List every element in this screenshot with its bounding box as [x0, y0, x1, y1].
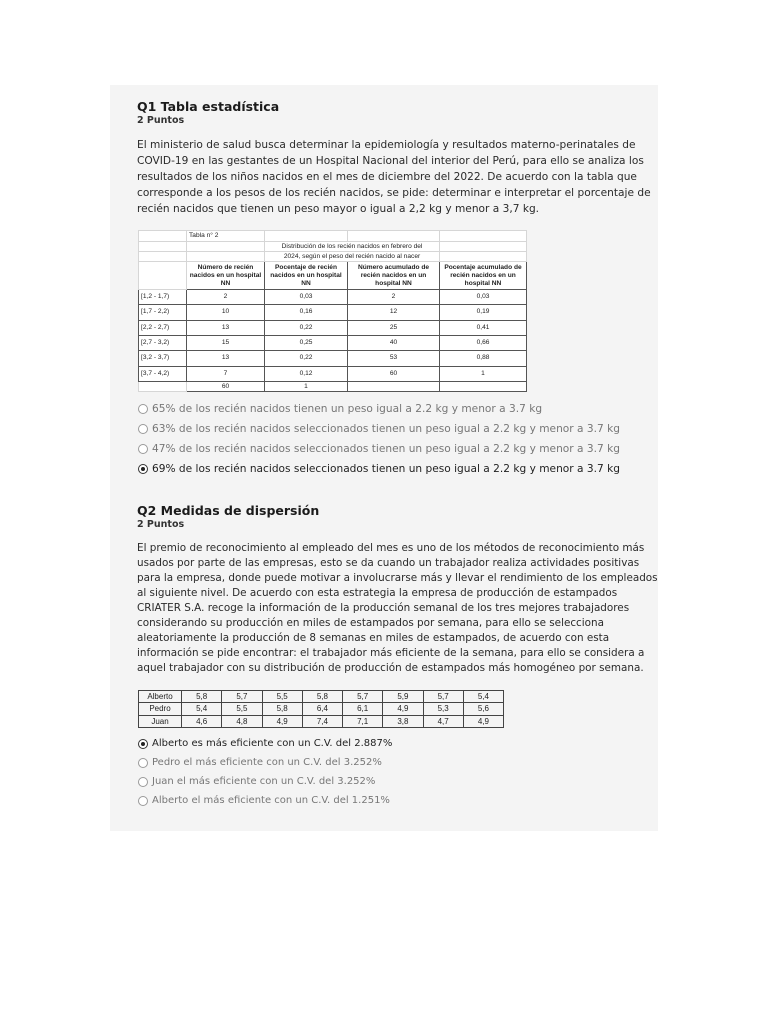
- table-cell: 5,3: [423, 703, 463, 715]
- q1-paragraph-line: corresponde a los pesos de los recién nacidos, se pide: determinar e interpretar el porcentaje de: [137, 187, 651, 199]
- table-cell: 5,8: [262, 703, 302, 715]
- radio-button-selected[interactable]: [138, 464, 148, 474]
- table-cell: 5,8: [182, 691, 222, 703]
- q2-title: Q2 Medidas de dispersión: [137, 503, 320, 518]
- table-row: [139, 290, 527, 305]
- option-label: 65% de los recién nacidos tienen un peso igual a 2.2 kg y menor a 3.7 kg: [152, 403, 543, 415]
- rel-freq-cell: 0,03: [265, 290, 348, 305]
- q1-paragraph-line: resultados de los niños nacidos en el mes de diciembre del 2022. De acuerdo con la tabla que: [137, 171, 637, 183]
- cum-rel-freq-cell: 0,41: [440, 320, 527, 335]
- interval-cell: [1,2 - 1,7): [139, 290, 187, 305]
- q2-paragraph-line: información se pide encontrar: el trabajador más eficiente de la semana, para ello se considera a: [137, 647, 645, 659]
- table-row: [139, 320, 527, 335]
- q2-paragraph-line: El premio de reconocimiento al empleado del mes es uno de los métodos de reconocimiento más: [137, 542, 645, 554]
- q1-option-c[interactable]: [138, 443, 620, 455]
- cum-freq-cell: 53: [348, 351, 440, 366]
- q2-paragraph-line: considerando su producción en miles de estampados por semana, para ello se selecciona: [137, 617, 604, 629]
- q2-paragraph-line: aleatoriamente la producción de 8 semanas en miles de estampados, de acuerdo con esta: [137, 632, 610, 644]
- table-row: [139, 691, 504, 703]
- radio-button[interactable]: [138, 777, 148, 787]
- option-label: 47% de los recién nacidos seleccionados tienen un peso igual a 2.2 kg y menor a 3.7 kg: [152, 443, 620, 455]
- table-cell: 5,4: [463, 691, 503, 703]
- freq-cell: 2: [187, 290, 265, 305]
- table-row: [139, 351, 527, 366]
- radio-button[interactable]: [138, 796, 148, 806]
- q2-option-b[interactable]: [138, 757, 382, 768]
- table-header: Número acumulado de recién nacidos en un hospital NN: [348, 262, 440, 290]
- table-cell: 4,9: [262, 715, 302, 727]
- option-label: 63% de los recién nacidos seleccionados tienen un peso igual a 2.2 kg y menor a 3.7 kg: [152, 423, 620, 435]
- q1-paragraph-line: COVID-19 en las gestantes de un Hospital Nacional del interior del Perú, para ello se analiza los: [137, 155, 644, 167]
- table-cell: 5,7: [343, 691, 383, 703]
- cum-freq-cell: 12: [348, 305, 440, 320]
- q1-option-a[interactable]: [138, 403, 542, 415]
- table-cell: 4,9: [463, 715, 503, 727]
- q1-paragraph-line: El ministerio de salud busca determinar la epidemiología y resultados materno-perinatales de: [137, 139, 636, 151]
- table-cell: 5,6: [463, 703, 503, 715]
- table-cell: 4,6: [182, 715, 222, 727]
- table-cell: 6,1: [343, 703, 383, 715]
- table-cell: 5,7: [222, 691, 262, 703]
- cum-rel-freq-cell: 0,19: [440, 305, 527, 320]
- table-header: Número de recién nacidos en un hospital NN: [187, 262, 265, 290]
- freq-cell: 7: [187, 366, 265, 381]
- table-cell: 5,9: [383, 691, 423, 703]
- cum-freq-cell: 2: [348, 290, 440, 305]
- table-cell: 7,1: [343, 715, 383, 727]
- interval-cell: [3,2 - 3,7): [139, 351, 187, 366]
- freq-cell: 13: [187, 320, 265, 335]
- rel-freq-cell: 0,25: [265, 335, 348, 350]
- table-row: [139, 335, 527, 350]
- rel-freq-cell: 0,22: [265, 320, 348, 335]
- table-header: Pocentaje acumulado de recién nacidos en un hospital NN: [440, 262, 527, 290]
- cum-rel-freq-cell: 0,66: [440, 335, 527, 350]
- table-cell: 5,5: [222, 703, 262, 715]
- cum-rel-freq-cell: 1: [440, 366, 527, 381]
- table-cell: 4,9: [383, 703, 423, 715]
- rel-freq-cell: 0,16: [265, 305, 348, 320]
- q2-option-a[interactable]: [138, 738, 392, 749]
- radio-button[interactable]: [138, 404, 148, 414]
- interval-cell: [1,7 - 2,2): [139, 305, 187, 320]
- table-cell: 5,7: [423, 691, 463, 703]
- q2-paragraph-line: CRIATER S.A. recoge la información de la producción semanal de los tres mejores trabajadores: [137, 602, 630, 614]
- q1-table-image: [138, 230, 526, 392]
- table-cell: 7,4: [302, 715, 342, 727]
- cum-freq-cell: 60: [348, 366, 440, 381]
- q2-option-d[interactable]: [138, 795, 390, 806]
- table-total-row: [139, 382, 527, 392]
- table-cell: 5,8: [302, 691, 342, 703]
- q2-paragraph-line: aquel trabajador con su distribución de producción de estampados más homogéneo por semana.: [137, 662, 644, 674]
- q1-option-d[interactable]: [138, 463, 620, 475]
- total-rel-freq-cell: 1: [265, 382, 348, 392]
- option-label: 69% de los recién nacidos seleccionados tienen un peso igual a 2.2 kg y menor a 3.7 kg: [152, 463, 620, 475]
- table-header: Pocentaje de recién nacidos en un hospital NN: [265, 262, 348, 290]
- q2-points: 2 Puntos: [137, 519, 185, 530]
- option-label: Alberto el más eficiente con un C.V. del 1.251%: [152, 795, 390, 806]
- q1-option-b[interactable]: [138, 423, 620, 435]
- q1-paragraph-line: recién nacidos que tienen un peso mayor o igual a 2,2 kg y menor a 3,7 kg.: [137, 203, 540, 215]
- worker-name: Alberto: [139, 691, 182, 703]
- table-title-line2: 2024, según el peso del recién nacido al nacer: [265, 252, 440, 262]
- cum-freq-cell: 25: [348, 320, 440, 335]
- table-title-line1: Distribución de los recién nacidos en febrero del: [265, 242, 440, 252]
- table-cell: 5,4: [182, 703, 222, 715]
- interval-cell: [3,7 - 4,2): [139, 366, 187, 381]
- q2-paragraph-line: al siguiente nivel. De acuerdo con esta estrategia la empresa de producción de estampados: [137, 587, 618, 599]
- q2-paragraph-line: usados por parte de las empresas, esto se da cuando un trabajador realiza actividades positivas: [137, 557, 640, 569]
- table-cell: 5,5: [262, 691, 302, 703]
- q1-paragraph: [137, 137, 651, 217]
- table-row: [139, 366, 527, 381]
- interval-cell: [2,2 - 2,7): [139, 320, 187, 335]
- rel-freq-cell: 0,12: [265, 366, 348, 381]
- worker-name: Juan: [139, 715, 182, 727]
- table-row: [139, 715, 504, 727]
- total-freq-cell: 60: [187, 382, 265, 392]
- table-caption: Tabla n° 2: [187, 231, 265, 242]
- freq-cell: 10: [187, 305, 265, 320]
- table-cell: 4,8: [222, 715, 262, 727]
- option-label: Juan el más eficiente con un C.V. del 3.252%: [152, 776, 376, 787]
- freq-cell: 13: [187, 351, 265, 366]
- cum-rel-freq-cell: 0,88: [440, 351, 527, 366]
- interval-cell: [2,7 - 3,2): [139, 335, 187, 350]
- q2-paragraph-line: para la empresa, donde puede motivar a involucrarse más y llevar el rendimiento de los empleados: [137, 572, 658, 584]
- q1-title: Q1 Tabla estadística: [137, 99, 280, 114]
- radio-button[interactable]: [138, 758, 148, 768]
- q2-option-c[interactable]: [138, 776, 375, 787]
- table-row: [139, 305, 527, 320]
- option-label: Pedro el más eficiente con un C.V. del 3.252%: [152, 757, 382, 768]
- worker-name: Pedro: [139, 703, 182, 715]
- radio-button[interactable]: [138, 424, 148, 434]
- table-cell: 3,8: [383, 715, 423, 727]
- radio-button-selected[interactable]: [138, 739, 148, 749]
- cum-freq-cell: 40: [348, 335, 440, 350]
- table-cell: 4,7: [423, 715, 463, 727]
- freq-cell: 15: [187, 335, 265, 350]
- radio-button[interactable]: [138, 444, 148, 454]
- table-row: [139, 703, 504, 715]
- option-label: Alberto es más eficiente con un C.V. del 2.887%: [152, 738, 393, 749]
- table-cell: 6,4: [302, 703, 342, 715]
- q2-paragraph: [137, 541, 658, 676]
- cum-rel-freq-cell: 0,03: [440, 290, 527, 305]
- q2-production-table: [138, 690, 504, 728]
- q1-points: 2 Puntos: [137, 115, 185, 126]
- rel-freq-cell: 0,22: [265, 351, 348, 366]
